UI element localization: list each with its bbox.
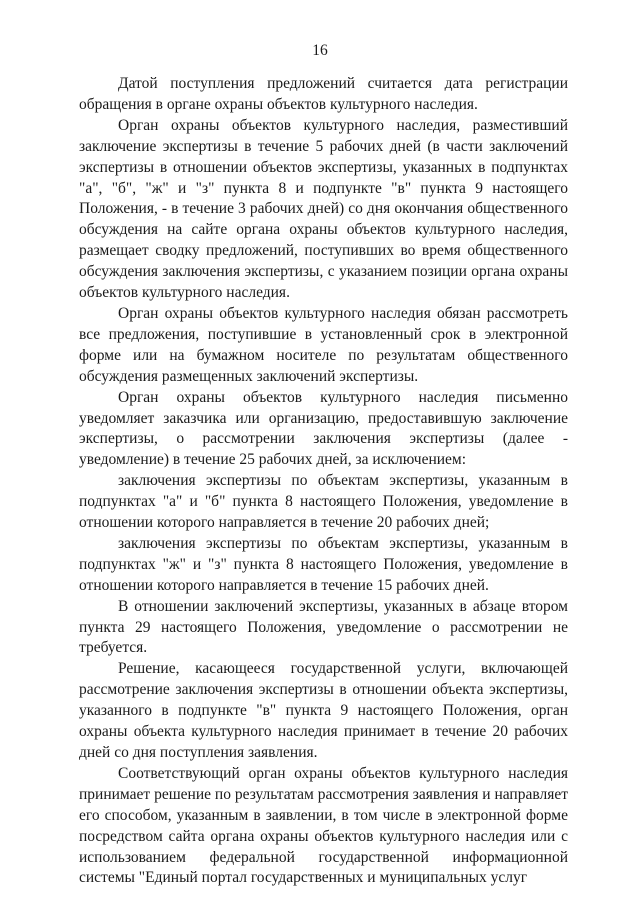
paragraph-review-obligation: Орган охраны объектов культурного наследия обязан рассмотреть все предложения, поступившие в установленный срок в электронной форме или на бумажном носителе по результатам общественного обсуждения размещенных заключений экспертизы. — [79, 304, 568, 385]
document-body — [79, 74, 568, 889]
paragraph-no-notification: В отношении заключений экспертизы, указанных в абзаце втором пункта 29 настоящего Положения, уведомление о рассмотрении не требуется. — [79, 597, 568, 657]
paragraph-decision-delivery: Соответствующий орган охраны объектов культурного наследия принимает решение по результатам рассмотрения заявления и направляет его способом, указанным в заявлении, в том числе в электронной форме посредством сайта органа охраны объектов культурного наследия или с использованием федеральной государственной информационной системы "Единый портал государственных и муниципальных услуг — [79, 764, 568, 887]
paragraph-decision-service: Решение, касающееся государственной услуги, включающей рассмотрение заключения экспертизы в отношении объекта экспертизы, указанного в подпункте "в" пункта 9 настоящего Положения, орган охраны объекта культурного наследия принимает в течение 20 рабочих дней со дня поступления заявления. — [79, 660, 568, 761]
paragraph-summary-publication: Орган охраны объектов культурного наследия, разместивший заключение экспертизы в течение 5 рабочих дней (в части заключений экспертизы в отношении объектов экспертизы, указанных в подпунктах "а", "б", "ж" и "з" пункта 8 и подпункте "в" пункта 9 настоящего Положения, - в течение 3 рабочих дней) со дня окончания общественного обсуждения на сайте органа охраны объектов культурного наследия, размещает сводку предложений, поступивших во время общественного обсуждения заключения экспертизы, с указанием позиции органа охраны объектов культурного наследия. — [79, 116, 568, 302]
page-number: 16 — [312, 42, 328, 59]
paragraph-exception-20-days: заключения экспертизы по объектам экспертизы, указанным в подпунктах "а" и "б" пункта 8 настоящего Положения, уведомление в отношении которого направляется в течение 20 рабочих дней; — [79, 472, 568, 532]
paragraph-exception-15-days: заключения экспертизы по объектам экспертизы, указанным в подпунктах "ж" и "з" пункта 8 настоящего Положения, уведомление в отношении которого направляется в течение 15 рабочих дней. — [79, 534, 568, 594]
paragraph-proposal-date: Датой поступления предложений считается дата регистрации обращения в органе охраны объектов культурного наследия. — [79, 75, 568, 113]
paragraph-notification: Орган охраны объектов культурного наследия письменно уведомляет заказчика или организацию, предоставившую заключение экспертизы, о рассмотрении заключения экспертизы (далее - уведомление) в течение 25 рабочих дней, за исключением: — [79, 388, 568, 469]
